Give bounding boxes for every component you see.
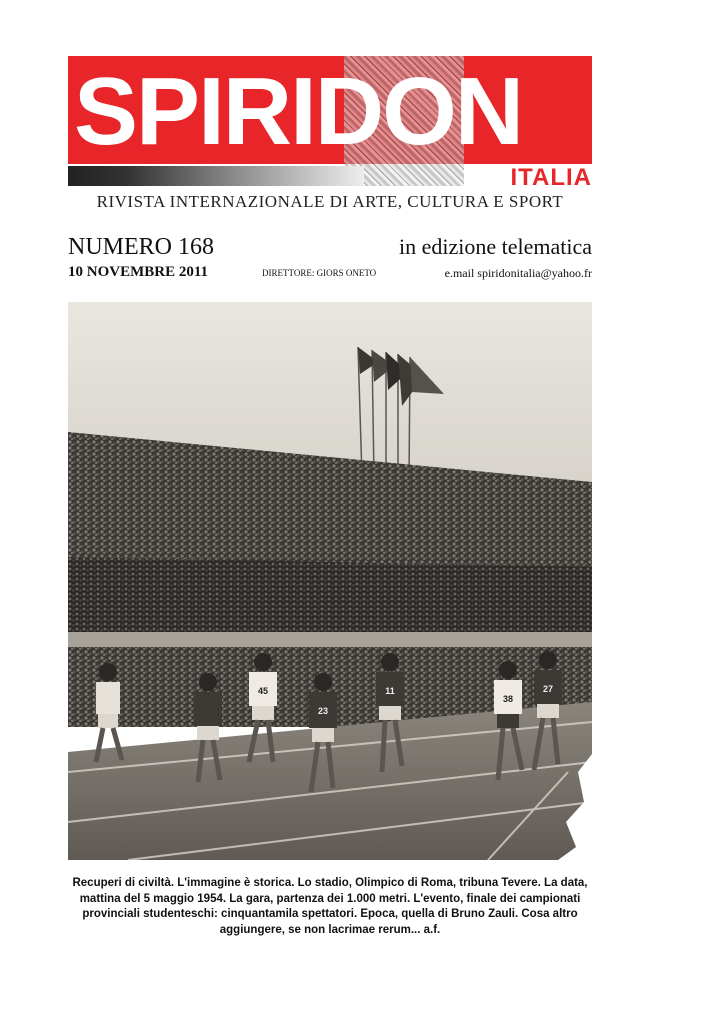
bib-number: 38 — [502, 694, 514, 704]
bib-number: 23 — [317, 706, 329, 716]
issue-director: DIRETTORE: GIORS ONETO — [262, 268, 377, 278]
bib-number: 27 — [542, 684, 554, 694]
logo-title: SPIRIDON — [74, 58, 523, 165]
cover-photo — [68, 302, 592, 860]
issue-email[interactable]: e.mail spiridonitalia@yahoo.fr — [444, 266, 592, 280]
masthead — [68, 56, 592, 216]
bib-number: 45 — [257, 686, 269, 696]
photo-caption: Recuperi di civiltà. L'immagine è storica. Lo stadio, Olimpico di Roma, tribuna Tevere. La data, mattina del 5 maggio 1954. La gara, partenza dei 1.000 metri. L'evento, finale dei campionati provinciali studenteschi: cinquantamila spettatori. Epoca, quella di Bruno Zauli. Cosa altro aggiungere, se non lacrimae rerum... a.f. — [72, 877, 588, 936]
tagline: RIVISTA INTERNAZIONALE DI ARTE, CULTURA E SPORT — [96, 192, 564, 211]
logo-subtitle: ITALIA — [510, 164, 592, 191]
issue-number: NUMERO 168 — [68, 234, 215, 260]
issue-edition: in edizione telematica — [398, 234, 592, 259]
issue-date: 10 NOVEMBRE 2011 — [68, 264, 209, 280]
photo-mid-stand — [68, 557, 592, 637]
logo-gradient-bar — [68, 166, 364, 186]
bib-number: 11 — [385, 686, 395, 696]
